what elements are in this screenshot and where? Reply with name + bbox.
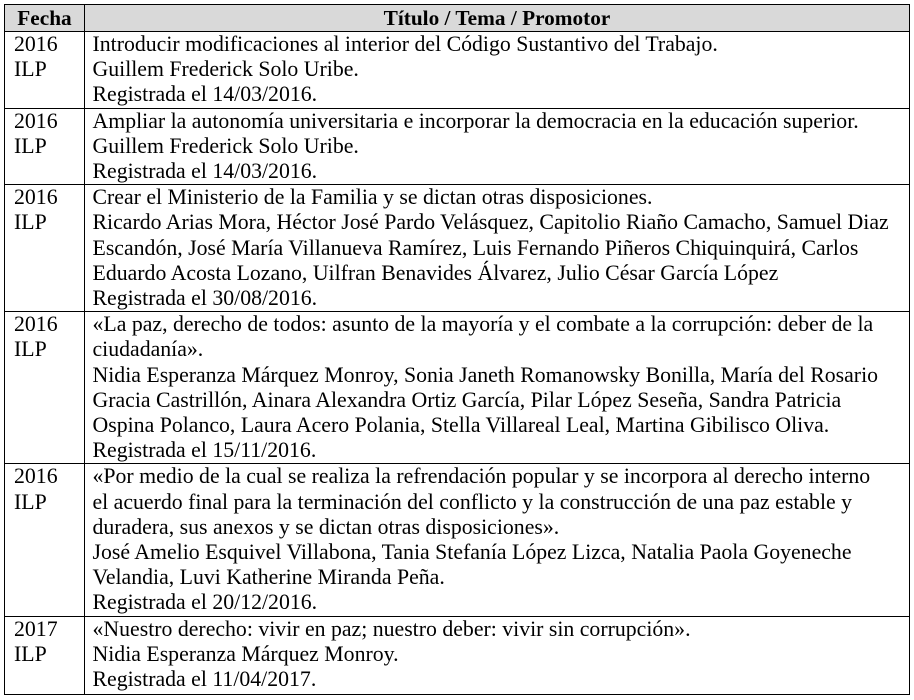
promoter-line: Guillem Frederick Solo Uribe. [92, 133, 359, 158]
year: 2016 [14, 464, 58, 489]
initiative-type: ILP [14, 210, 47, 235]
title-line: Crear el Ministerio de la Familia y se dictan otras disposiciones. [92, 185, 653, 210]
table-row [5, 312, 910, 464]
header-date: Fecha [5, 5, 85, 32]
registration-date: Registrada el 14/03/2016. [92, 82, 318, 107]
date-cell [5, 616, 85, 695]
title-cell [85, 464, 910, 616]
registration-date: Registrada el 30/08/2016. [92, 286, 318, 311]
initiative-type: ILP [14, 337, 47, 362]
table-row [5, 108, 910, 185]
title-cell [85, 108, 910, 185]
initiative-type: ILP [14, 641, 47, 666]
promoter-line: Gracia Castrillón, Ainara Alexandra Ortiz García, Pilar López Seseña, Sandra Patricia [92, 387, 842, 412]
promoter-line: Ospina Polanco, Laura Acero Polania, Stella Villareal Leal, Martina Gibilisco Oliva. [92, 413, 830, 438]
title-line: Ampliar la autonomía universitaria e incorporar la democracia en la educación superior. [92, 108, 859, 133]
title-line: el acuerdo final para la terminación del conflicto y la construcción de una paz estable y [92, 489, 853, 514]
title-cell [85, 185, 910, 312]
title-line: duradera, sus anexos y se dictan otras disposiciones». [92, 514, 560, 539]
initiative-type: ILP [14, 57, 47, 82]
year: 2017 [14, 616, 58, 641]
title-line: «Nuestro derecho: vivir en paz; nuestro deber: vivir sin corrupción». [92, 616, 691, 641]
promoter-line: Nidia Esperanza Márquez Monroy. [92, 641, 399, 666]
title-line: Introducir modificaciones al interior del Código Sustantivo del Trabajo. [92, 32, 718, 56]
year: 2016 [14, 32, 58, 56]
title-cell [85, 32, 910, 109]
title-line: ciudadanía». [92, 337, 204, 362]
date-cell [5, 185, 85, 312]
title-line: «La paz, derecho de todos: asunto de la mayoría y el combate a la corrupción: deber de la [92, 312, 874, 337]
year: 2016 [14, 185, 58, 210]
date-cell [5, 32, 85, 109]
initiative-type: ILP [14, 133, 47, 158]
promoter-line: Ricardo Arias Mora, Héctor José Pardo Velásquez, Capitolio Riaño Camacho, Samuel Diaz [92, 210, 889, 235]
date-cell [5, 464, 85, 616]
year: 2016 [14, 312, 58, 337]
year: 2016 [14, 108, 58, 133]
registration-date: Registrada el 14/03/2016. [92, 159, 318, 184]
promoter-line: Escandón, José María Villanueva Ramírez, Luis Fernando Piñeros Chiquinquirá, Carlos [92, 235, 859, 260]
title-cell [85, 616, 910, 695]
table-row [5, 616, 910, 695]
registration-date: Registrada el 20/12/2016. [92, 590, 318, 615]
title-cell [85, 312, 910, 464]
table-row [5, 32, 910, 109]
table-row [5, 464, 910, 616]
registration-date: Registrada el 11/04/2017. [92, 667, 317, 692]
promoter-line: Eduardo Acosta Lozano, Uilfran Benavides Álvarez, Julio César García López [92, 260, 779, 285]
table-row [5, 185, 910, 312]
date-cell [5, 108, 85, 185]
promoter-line: Guillem Frederick Solo Uribe. [92, 57, 359, 82]
header-title: Título / Tema / Promotor [85, 5, 910, 32]
date-cell [5, 312, 85, 464]
initiatives-table [4, 4, 910, 695]
registration-date: Registrada el 15/11/2016. [92, 438, 317, 463]
promoter-line: Velandia, Luvi Katherine Miranda Peña. [92, 565, 445, 590]
title-line: «Por medio de la cual se realiza la refrendación popular y se incorpora al derecho interno [92, 464, 871, 489]
promoter-line: José Amelio Esquivel Villabona, Tania Stefanía López Lizca, Natalia Paola Goyeneche [92, 540, 852, 565]
initiative-type: ILP [14, 489, 47, 514]
table-header-row [5, 5, 910, 32]
promoter-line: Nidia Esperanza Márquez Monroy, Sonia Janeth Romanowsky Bonilla, María del Rosario [92, 362, 879, 387]
